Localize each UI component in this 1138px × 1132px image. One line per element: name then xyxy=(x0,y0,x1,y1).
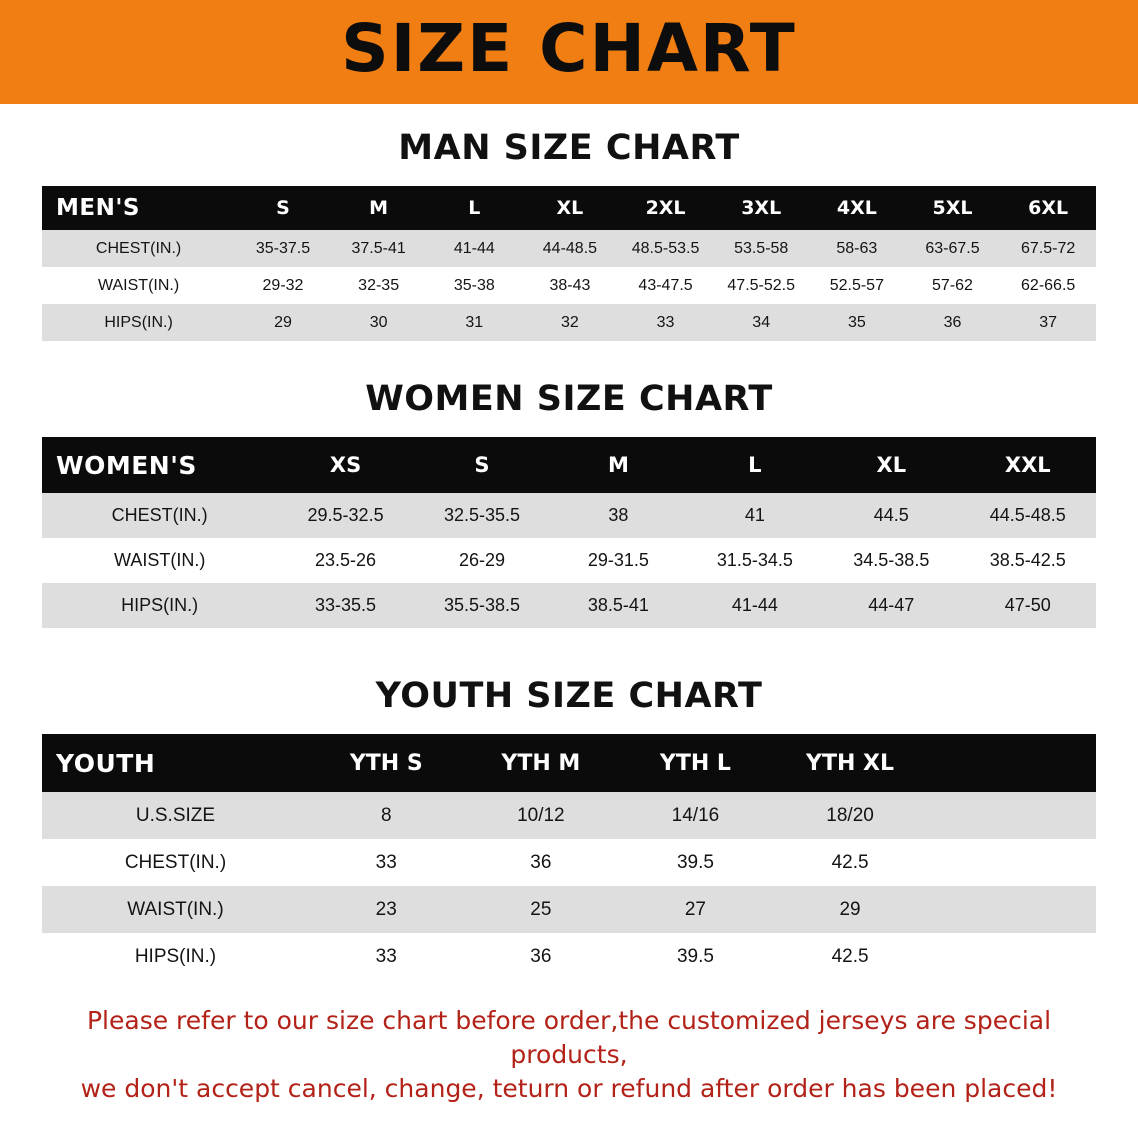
women-chest-1: 32.5-35.5 xyxy=(414,493,550,538)
men-col-1: M xyxy=(331,186,427,230)
youth-row-spacer xyxy=(927,792,1096,839)
men-col-7: 5XL xyxy=(905,186,1001,230)
youth-size-table xyxy=(42,734,1096,980)
men-waist-0: 29-32 xyxy=(235,267,331,304)
youth-row-label-waist: WAIST(IN.) xyxy=(42,886,309,933)
men-chest-4: 48.5-53.5 xyxy=(618,230,714,267)
youth-row-label-hips: HIPS(IN.) xyxy=(42,933,309,980)
men-size-table-wrapper xyxy=(0,186,1138,341)
youth-row-spacer xyxy=(927,933,1096,980)
men-chest-5: 53.5-58 xyxy=(713,230,809,267)
men-col-5: 3XL xyxy=(713,186,809,230)
men-waist-8: 62-66.5 xyxy=(1000,267,1096,304)
men-hips-7: 36 xyxy=(905,304,1001,341)
youth-hips-3: 42.5 xyxy=(773,933,928,980)
women-chest-2: 38 xyxy=(550,493,686,538)
youth-ussize-0: 8 xyxy=(309,792,464,839)
youth-table-header xyxy=(42,734,1096,792)
disclaimer-note xyxy=(0,1004,1138,1105)
men-waist-5: 47.5-52.5 xyxy=(713,267,809,304)
table-header-row xyxy=(42,734,1096,792)
youth-chest-3: 42.5 xyxy=(773,839,928,886)
women-hips-2: 38.5-41 xyxy=(550,583,686,628)
table-row xyxy=(42,304,1096,341)
youth-col-1: YTH M xyxy=(464,734,619,792)
women-waist-5: 38.5-42.5 xyxy=(960,538,1096,583)
men-chest-8: 67.5-72 xyxy=(1000,230,1096,267)
men-col-4: 2XL xyxy=(618,186,714,230)
table-header-row xyxy=(42,186,1096,230)
table-row xyxy=(42,886,1096,933)
women-hips-4: 44-47 xyxy=(823,583,959,628)
women-table-body xyxy=(42,493,1096,628)
youth-hips-2: 39.5 xyxy=(618,933,773,980)
page-title: SIZE CHART xyxy=(341,10,797,87)
header-banner xyxy=(0,0,1138,104)
youth-corner-label: YOUTH xyxy=(42,734,309,792)
women-section-heading: WOMEN SIZE CHART xyxy=(365,379,773,419)
youth-row-spacer xyxy=(927,839,1096,886)
women-waist-4: 34.5-38.5 xyxy=(823,538,959,583)
women-waist-1: 26-29 xyxy=(414,538,550,583)
women-col-0: XS xyxy=(277,437,413,493)
men-chest-3: 44-48.5 xyxy=(522,230,618,267)
table-row xyxy=(42,230,1096,267)
disclaimer-line-2: we don't accept cancel, change, teturn or refund after order has been placed! xyxy=(80,1073,1058,1103)
men-chest-0: 35-37.5 xyxy=(235,230,331,267)
youth-col-spacer xyxy=(927,734,1096,792)
table-row xyxy=(42,792,1096,839)
man-section-heading: MAN SIZE CHART xyxy=(398,128,740,168)
men-row-label-hips: HIPS(IN.) xyxy=(42,304,235,341)
table-header-row xyxy=(42,437,1096,493)
youth-ussize-1: 10/12 xyxy=(464,792,619,839)
women-corner-label: WOMEN'S xyxy=(42,437,277,493)
youth-row-spacer xyxy=(927,886,1096,933)
women-chest-4: 44.5 xyxy=(823,493,959,538)
men-waist-4: 43-47.5 xyxy=(618,267,714,304)
men-hips-1: 30 xyxy=(331,304,427,341)
men-hips-0: 29 xyxy=(235,304,331,341)
youth-col-0: YTH S xyxy=(309,734,464,792)
table-row xyxy=(42,493,1096,538)
women-col-4: XL xyxy=(823,437,959,493)
men-hips-6: 35 xyxy=(809,304,905,341)
men-hips-5: 34 xyxy=(713,304,809,341)
women-col-1: S xyxy=(414,437,550,493)
youth-chest-2: 39.5 xyxy=(618,839,773,886)
youth-row-label-chest: CHEST(IN.) xyxy=(42,839,309,886)
women-hips-5: 47-50 xyxy=(960,583,1096,628)
women-size-table xyxy=(42,437,1096,628)
men-col-3: XL xyxy=(522,186,618,230)
women-col-2: M xyxy=(550,437,686,493)
men-row-label-waist: WAIST(IN.) xyxy=(42,267,235,304)
youth-ussize-2: 14/16 xyxy=(618,792,773,839)
youth-chest-1: 36 xyxy=(464,839,619,886)
men-col-8: 6XL xyxy=(1000,186,1096,230)
women-table-header xyxy=(42,437,1096,493)
men-hips-4: 33 xyxy=(618,304,714,341)
women-hips-0: 33-35.5 xyxy=(277,583,413,628)
youth-ussize-3: 18/20 xyxy=(773,792,928,839)
youth-col-3: YTH XL xyxy=(773,734,928,792)
youth-col-2: YTH L xyxy=(618,734,773,792)
table-row xyxy=(42,839,1096,886)
men-col-2: L xyxy=(426,186,522,230)
men-col-0: S xyxy=(235,186,331,230)
youth-waist-2: 27 xyxy=(618,886,773,933)
women-waist-3: 31.5-34.5 xyxy=(687,538,823,583)
youth-chest-0: 33 xyxy=(309,839,464,886)
table-row xyxy=(42,933,1096,980)
women-hips-3: 41-44 xyxy=(687,583,823,628)
youth-row-label-ussize: U.S.SIZE xyxy=(42,792,309,839)
youth-waist-3: 29 xyxy=(773,886,928,933)
table-row xyxy=(42,538,1096,583)
men-col-6: 4XL xyxy=(809,186,905,230)
men-hips-2: 31 xyxy=(426,304,522,341)
women-col-5: XXL xyxy=(960,437,1096,493)
youth-hips-0: 33 xyxy=(309,933,464,980)
women-col-3: L xyxy=(687,437,823,493)
men-waist-6: 52.5-57 xyxy=(809,267,905,304)
men-waist-7: 57-62 xyxy=(905,267,1001,304)
men-row-label-chest: CHEST(IN.) xyxy=(42,230,235,267)
youth-table-body xyxy=(42,792,1096,980)
men-size-table xyxy=(42,186,1096,341)
women-waist-2: 29-31.5 xyxy=(550,538,686,583)
youth-size-table-wrapper xyxy=(0,734,1138,980)
table-row xyxy=(42,267,1096,304)
women-row-label-waist: WAIST(IN.) xyxy=(42,538,277,583)
women-waist-0: 23.5-26 xyxy=(277,538,413,583)
men-table-header xyxy=(42,186,1096,230)
men-hips-8: 37 xyxy=(1000,304,1096,341)
men-chest-2: 41-44 xyxy=(426,230,522,267)
men-chest-7: 63-67.5 xyxy=(905,230,1001,267)
women-chest-0: 29.5-32.5 xyxy=(277,493,413,538)
men-chest-6: 58-63 xyxy=(809,230,905,267)
men-waist-3: 38-43 xyxy=(522,267,618,304)
youth-waist-1: 25 xyxy=(464,886,619,933)
women-row-label-hips: HIPS(IN.) xyxy=(42,583,277,628)
women-size-table-wrapper xyxy=(0,437,1138,628)
women-chest-5: 44.5-48.5 xyxy=(960,493,1096,538)
men-table-body xyxy=(42,230,1096,341)
men-hips-3: 32 xyxy=(522,304,618,341)
youth-section-heading: YOUTH SIZE CHART xyxy=(375,676,763,716)
men-waist-2: 35-38 xyxy=(426,267,522,304)
women-hips-1: 35.5-38.5 xyxy=(414,583,550,628)
men-waist-1: 32-35 xyxy=(331,267,427,304)
women-row-label-chest: CHEST(IN.) xyxy=(42,493,277,538)
women-chest-3: 41 xyxy=(687,493,823,538)
men-chest-1: 37.5-41 xyxy=(331,230,427,267)
youth-waist-0: 23 xyxy=(309,886,464,933)
table-row xyxy=(42,583,1096,628)
youth-hips-1: 36 xyxy=(464,933,619,980)
men-corner-label: MEN'S xyxy=(42,186,235,230)
disclaimer-line-1: Please refer to our size chart before order,the customized jerseys are special products, xyxy=(86,1006,1052,1069)
